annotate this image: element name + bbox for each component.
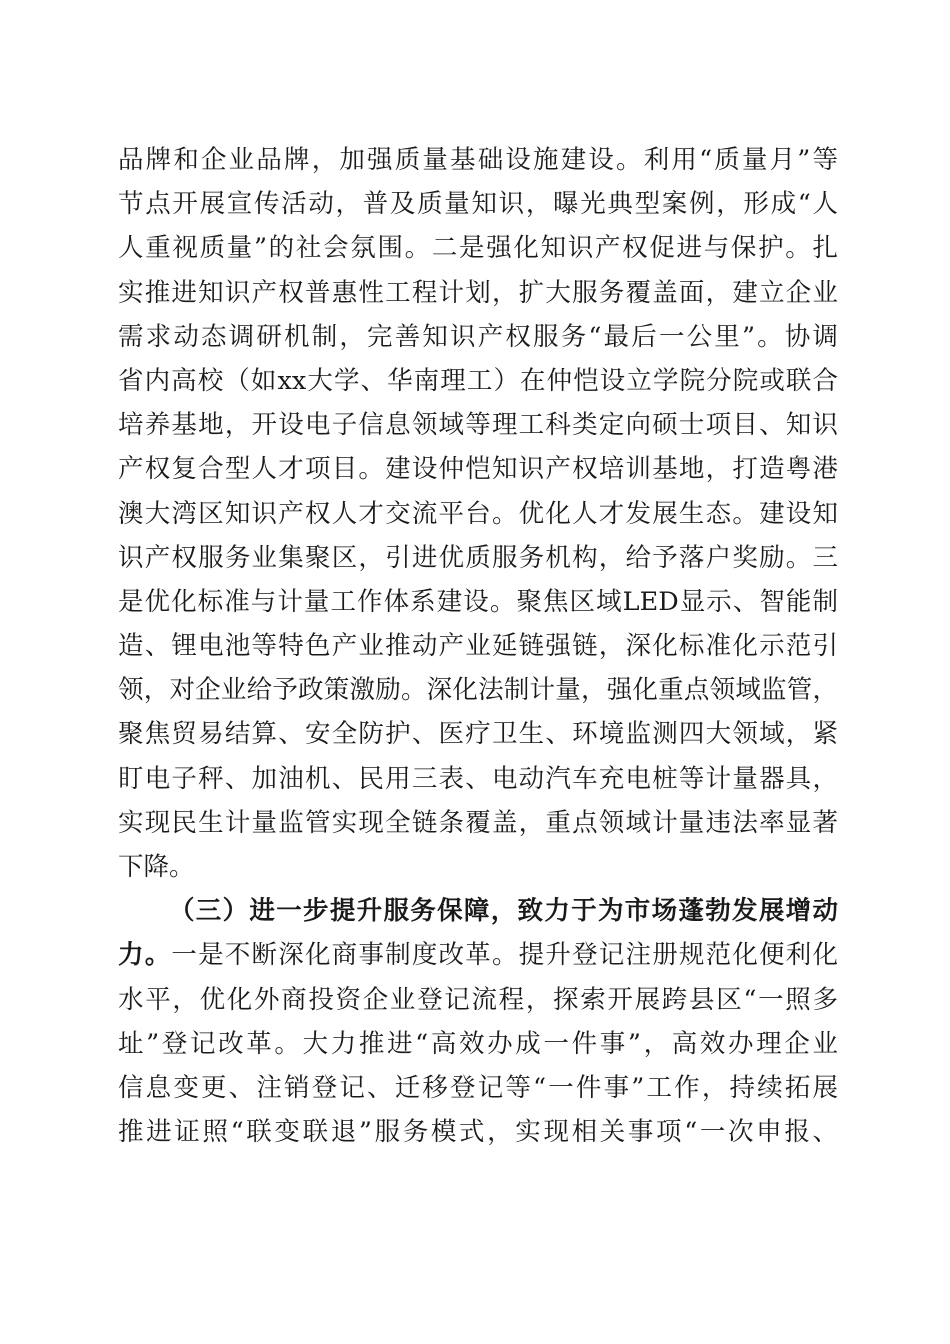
text-line (118, 933, 838, 977)
text-line: 节点开展宣传活动，普及质量知识，曝光典型案例，形成“人 (118, 189, 838, 220)
text-line: 推进证照“联变联退”服务模式，实现相关事项“一次申报、 (118, 1117, 838, 1148)
text-line: 是优化标准与计量工作体系建设。聚焦区域LED显示、智能制 (118, 586, 838, 617)
text-line: 信息变更、注销登记、迁移登记等“一件事”工作，持续拓展 (118, 1072, 838, 1103)
text-line: 盯电子秤、加油机、民用三表、电动汽车充电桩等计量器具， (118, 763, 838, 794)
text-line: 造、锂电池等特色产业推动产业延链强链，深化标准化示范引 (118, 631, 838, 662)
text-line: 需求动态调研机制，完善知识产权服务“最后一公里”。协调 (118, 321, 838, 352)
text-line: 识产权服务业集聚区，引进优质服务机构，给予落户奖励。三 (118, 542, 838, 573)
section-heading-end: 力。 (118, 940, 172, 971)
text-line: 址”登记改革。大力推进“高效办成一件事”，高效办理企业 (118, 1028, 838, 1059)
text-line: 实推进知识产权普惠性工程计划，扩大服务覆盖面，建立企业 (118, 277, 838, 308)
body-text (118, 138, 838, 1154)
text-line: 省内高校（如xx大学、华南理工）在仲恺设立学院分院或联合 (118, 365, 838, 396)
text-line: 下降。 (118, 852, 195, 882)
text-line: 品牌和企业品牌，加强质量基础设施建设。利用“质量月”等 (118, 145, 838, 175)
text-segment: 一是不断深化商事制度改革。提升登记注册规范化便利化 (171, 940, 838, 971)
text-line: 领，对企业给予政策激励。深化法制计量，强化重点领域监管， (118, 675, 838, 706)
text-line: 产权复合型人才项目。建设仲恺知识产权培训基地，打造粤港 (118, 454, 838, 485)
text-line: 实现民生计量监管实现全链条覆盖，重点领域计量违法率显著 (118, 807, 838, 838)
text-line: 聚焦贸易结算、安全防护、医疗卫生、环境监测四大领域，紧 (118, 719, 838, 750)
text-line: 培养基地，开设电子信息领域等理工科类定向硕士项目、知识 (118, 410, 838, 441)
section-heading: （三）进一步提升服务保障，致力于为市场蓬勃发展增动 (169, 896, 838, 927)
text-line: 澳大湾区知识产权人才交流平台。优化人才发展生态。建设知 (118, 498, 838, 529)
text-line: 人重视质量”的社会氛围。二是强化知识产权促进与保护。扎 (118, 233, 838, 264)
text-line: 水平，优化外商投资企业登记流程，探索开展跨县区“一照多 (118, 984, 838, 1015)
